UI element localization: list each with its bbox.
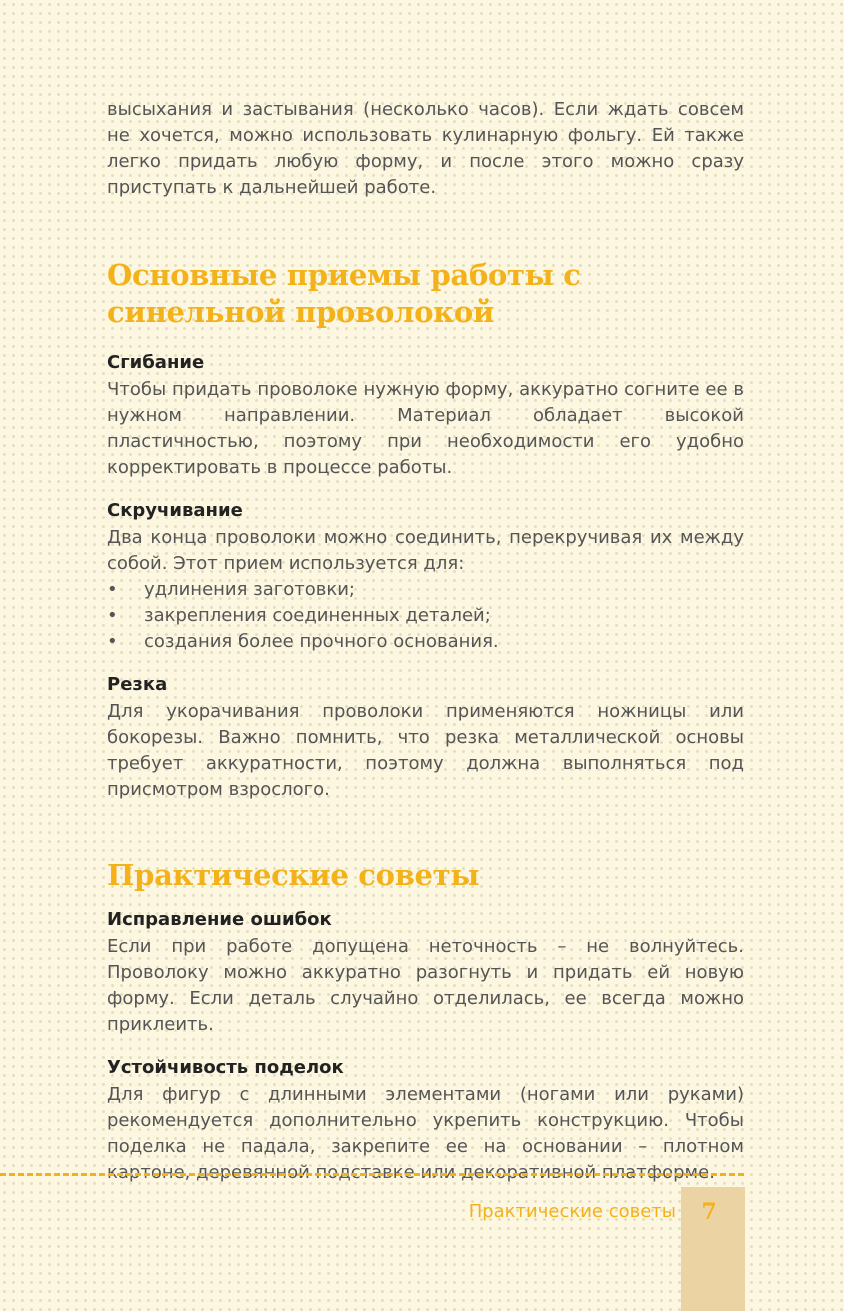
page-content <box>107 97 744 1204</box>
twisting-heading: Скручивание <box>107 500 243 521</box>
twisting-block <box>107 499 744 655</box>
running-title: Практические советы <box>468 1201 676 1222</box>
errors-text: Если при работе допущена неточность – не волнуйтесь. Проволоку можно аккуратно разогнуть и придать ей новую форму. Если деталь случайно отделилась, ее всегда можно приклеить. <box>107 936 744 1035</box>
cutting-block <box>107 673 744 803</box>
cutting-heading: Резка <box>107 674 168 695</box>
section-title-basic-techniques: Основные приемы работы с синельной проволокой <box>107 258 581 329</box>
list-item: • создания более прочного основания. <box>107 629 744 655</box>
list-item: • закрепления соединенных деталей; <box>107 603 744 629</box>
bending-text: Чтобы придать проволоке нужную форму, аккуратно согните ее в нужном направлении. Материал обладает высокой пластичностью, поэтому при необходимости его удобно корректировать в процессе работы. <box>107 379 744 478</box>
page-number: 7 <box>701 1199 717 1225</box>
footer-divider <box>0 1173 744 1176</box>
twisting-list <box>107 577 744 655</box>
page-number-tab <box>681 1187 745 1311</box>
cutting-text: Для укорачивания проволоки применяются ножницы или бокорезы. Важно помнить, что резка металлической основы требует аккуратности, поэтому должна выполняться под присмотром взрослого. <box>107 701 744 800</box>
bending-block <box>107 351 744 481</box>
section-title-practical-tips: Практические советы <box>107 858 480 892</box>
errors-heading: Исправление ошибок <box>107 909 332 930</box>
twisting-text: Два конца проволоки можно соединить, перекручивая их между собой. Этот прием используется для: <box>107 527 744 574</box>
stability-text: Для фигур с длинными элементами (ногами или руками) рекомендуется дополнительно укрепить конструкцию. Чтобы поделка не падала, закрепите ее на основании – плотном картоне, деревянной подставке или декоративной платформе. <box>107 1084 744 1183</box>
errors-block <box>107 908 744 1038</box>
stability-block <box>107 1056 744 1186</box>
bending-heading: Сгибание <box>107 352 205 373</box>
intro-paragraph: высыхания и застывания (несколько часов). Если ждать совсем не хочется, можно использовать кулинарную фольгу. Ей также легко придать любую форму, и после этого можно сразу приступать к дальнейшей работе. <box>107 99 744 198</box>
stability-heading: Устойчивость поделок <box>107 1057 344 1078</box>
list-item: • удлинения заготовки; <box>107 577 744 603</box>
